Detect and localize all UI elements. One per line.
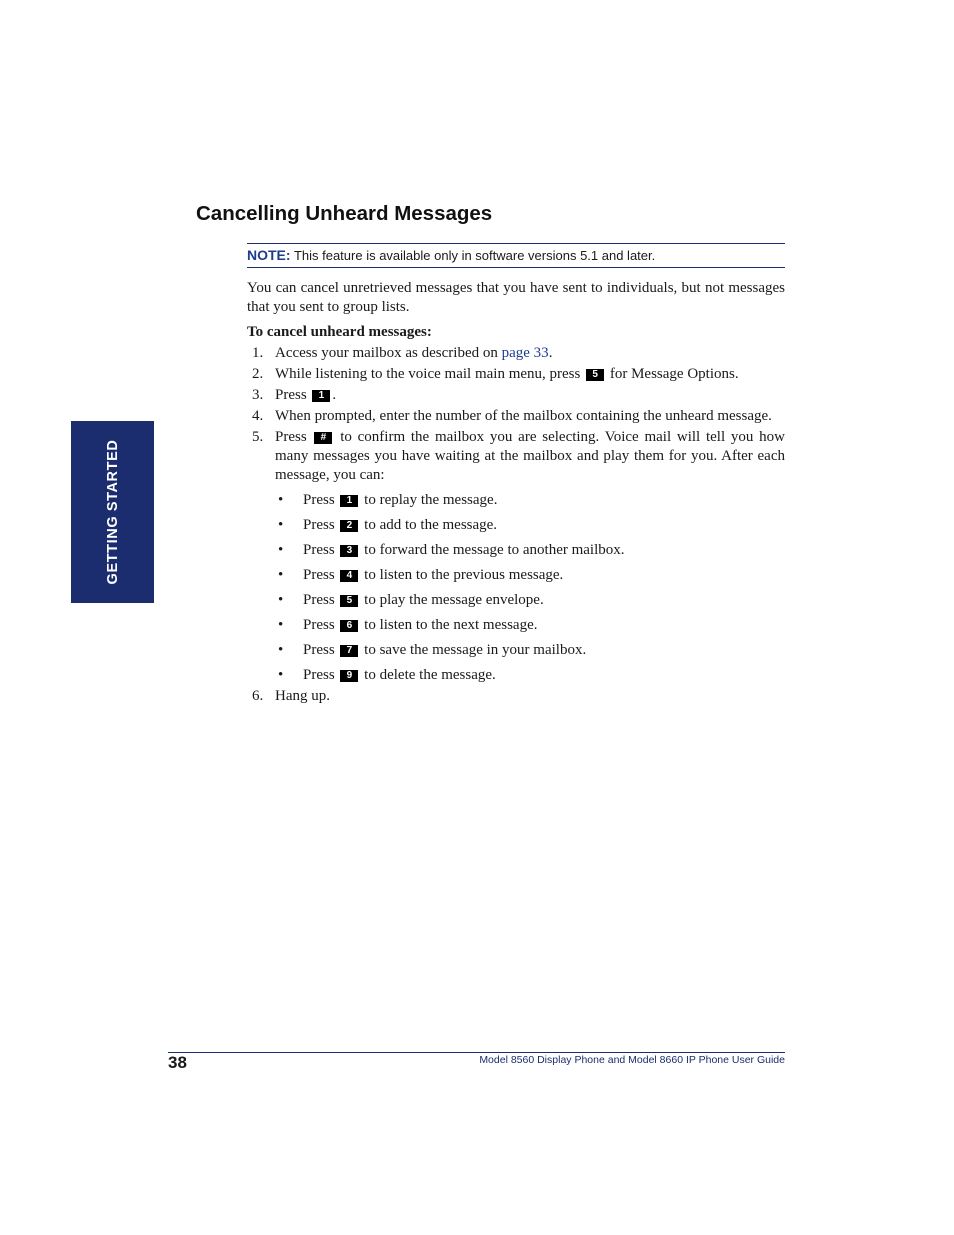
bullet-icon: • [278,542,284,558]
step-text: Press [275,387,311,403]
step-text-end: for Message Options. [606,366,739,382]
item-text-end: to play the message envelope. [360,592,544,608]
item-text: Press [303,567,339,583]
step-text: When prompted, enter the number of the mailbox containing the unheard message. [275,408,772,424]
key-icon: # [314,432,332,444]
list-item [275,491,785,510]
step-text: Access your mailbox as described on [275,345,502,361]
key-icon: 3 [340,545,358,557]
item-text: Press [303,492,339,508]
item-text: Press [303,592,339,608]
item-text: Press [303,542,339,558]
step-text-end: . [332,387,337,403]
list-item [275,641,785,660]
item-text-end: to listen to the next message. [360,617,538,633]
step-text: Press [275,429,313,445]
procedure-heading: To cancel unheard messages: [247,324,432,340]
bullet-icon: • [278,517,284,533]
key-icon: 1 [312,390,330,402]
note-text: This feature is available only in software versions 5.1 and later. [290,248,656,263]
step-number: 3. [252,387,264,403]
step-3 [247,386,785,405]
item-text: Press [303,517,339,533]
bullet-icon: • [278,592,284,608]
bullet-icon: • [278,642,284,658]
key-icon: 2 [340,520,358,532]
item-text: Press [303,617,339,633]
bullet-icon: • [278,567,284,583]
list-item [275,616,785,635]
step-2 [247,365,785,384]
list-item [275,566,785,585]
note-box [247,243,785,268]
step-6 [247,687,785,706]
item-text-end: to forward the message to another mailbox. [360,542,625,558]
note-label: NOTE: [247,247,291,263]
key-icon: 5 [586,369,604,381]
footer-divider [168,1052,785,1053]
step-text-end: to confirm the mailbox you are selecting. Voice mail will tell you how many messages you have waiting at the mailbox and play them for you. After each message, you can: [275,429,785,483]
step-number: 4. [252,408,264,424]
item-text-end: to save the message in your mailbox. [360,642,587,658]
page-title: Cancelling Unheard Messages [196,202,493,225]
bullet-icon: • [278,492,284,508]
item-text-end: to replay the message. [360,492,498,508]
item-text: Press [303,667,339,683]
intro-paragraph: You can cancel unretrieved messages that you have sent to individuals, but not messages that you sent to group lists. [247,280,785,315]
list-item [275,541,785,560]
key-icon: 1 [340,495,358,507]
bullet-icon: • [278,667,284,683]
page-link[interactable]: page 33 [501,345,549,361]
step-1 [247,344,785,363]
item-text-end: to add to the message. [360,517,498,533]
body-content [247,279,785,706]
item-text-end: to delete the message. [360,667,496,683]
step-5 [247,428,785,685]
key-icon: 4 [340,570,358,582]
key-icon: 9 [340,670,358,682]
bullet-icon: • [278,617,284,633]
step-text: Hang up. [275,688,330,704]
step-number: 6. [252,688,264,704]
key-icon: 6 [340,620,358,632]
list-item [275,666,785,685]
step-text: While listening to the voice mail main menu, press [275,366,585,382]
options-list [275,491,785,685]
item-text-end: to listen to the previous message. [360,567,564,583]
page-number: 38 [168,1053,187,1072]
item-text: Press [303,642,339,658]
list-item [275,591,785,610]
section-tab [71,421,154,603]
key-icon: 7 [340,645,358,657]
section-tab-label: GETTING STARTED [104,439,121,585]
step-4 [247,407,785,426]
step-number: 2. [252,366,264,382]
guide-title: Model 8560 Display Phone and Model 8660 IP Phone User Guide [479,1054,785,1066]
key-icon: 5 [340,595,358,607]
list-item [275,516,785,535]
step-text-end: . [548,345,553,361]
steps-list [247,344,785,706]
step-number: 1. [252,345,264,361]
step-number: 5. [252,429,264,445]
